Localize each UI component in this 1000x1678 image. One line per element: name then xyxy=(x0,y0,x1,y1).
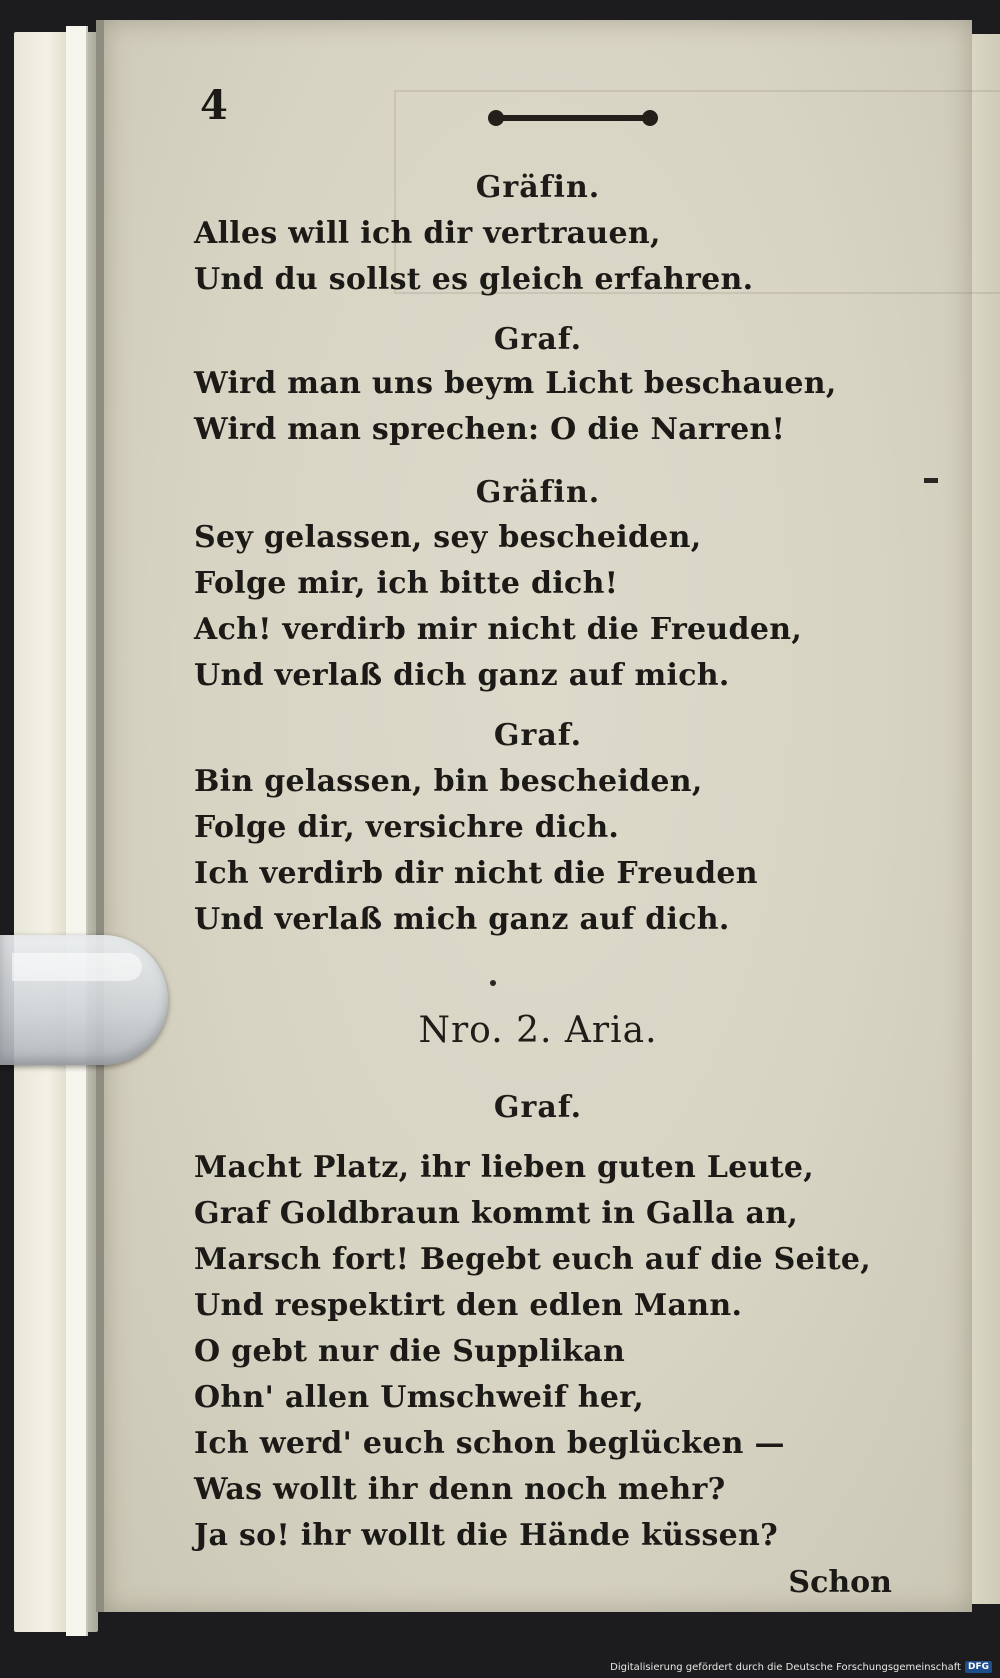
dfg-logo-icon: DFG xyxy=(965,1661,992,1673)
verse-line: Und verlaß dich ganz auf mich. xyxy=(194,658,730,693)
ink-dot xyxy=(490,980,496,986)
page-number: 4 xyxy=(200,82,228,129)
speaker-heading: Graf. xyxy=(493,1090,583,1125)
speaker-heading: Graf. xyxy=(493,718,583,753)
verse-line: Folge mir, ich bitte dich! xyxy=(194,566,619,601)
verse-line: Macht Platz, ihr lieben guten Leute, xyxy=(194,1150,815,1185)
ornament-end-right xyxy=(642,110,658,126)
digitization-credit xyxy=(610,1658,992,1676)
speaker-heading: Graf. xyxy=(493,322,583,357)
verse-line: Und verlaß mich ganz auf dich. xyxy=(194,902,730,937)
plexiglass-page-holder xyxy=(0,935,168,1065)
verse-line: Ich verdirb dir nicht die Freuden xyxy=(194,856,758,891)
verse-line: Ach! verdirb mir nicht die Freuden, xyxy=(194,612,803,647)
verse-line: Und du sollst es gleich erfahren. xyxy=(194,262,754,297)
catchword: Schon xyxy=(788,1565,892,1600)
verse-line: Ohn' allen Umschweif her, xyxy=(194,1380,644,1415)
speaker-heading: Gräfin. xyxy=(475,475,601,510)
verse-line: Graf Goldbraun kommt in Galla an, xyxy=(194,1196,799,1231)
verse-line: Ja so! ihr wollt die Hände küssen? xyxy=(194,1518,779,1553)
verse-line: O gebt nur die Supplikan xyxy=(194,1334,626,1369)
verse-line: Und respektirt den edlen Mann. xyxy=(194,1288,743,1323)
number-heading: Nro. 2. Aria. xyxy=(418,1010,658,1051)
verse-line: Was wollt ihr denn noch mehr? xyxy=(194,1472,726,1507)
verse-line: Wird man sprechen: O die Narren! xyxy=(194,412,786,447)
page-stack-edge xyxy=(66,26,88,1636)
verse-line: Bin gelassen, bin bescheiden, xyxy=(194,764,703,799)
credit-text: Digitalisierung gefördert durch die Deutsche Forschungsgemeinschaft xyxy=(610,1661,961,1673)
verse-line: Alles will ich dir vertrauen, xyxy=(194,216,661,251)
speaker-heading: Gräfin. xyxy=(475,170,601,205)
ornament-rule xyxy=(488,106,658,130)
verse-line: Ich werd' euch schon beglücken — xyxy=(194,1426,785,1461)
verse-line: Wird man uns beym Licht beschauen, xyxy=(194,366,837,401)
verse-line: Folge dir, versichre dich. xyxy=(194,810,620,845)
ornament-line xyxy=(500,115,646,121)
verse-line: Marsch fort! Begebt euch auf die Seite, xyxy=(194,1242,872,1277)
book-page xyxy=(96,20,972,1612)
verse-line: Sey gelassen, sey bescheiden, xyxy=(194,520,702,555)
